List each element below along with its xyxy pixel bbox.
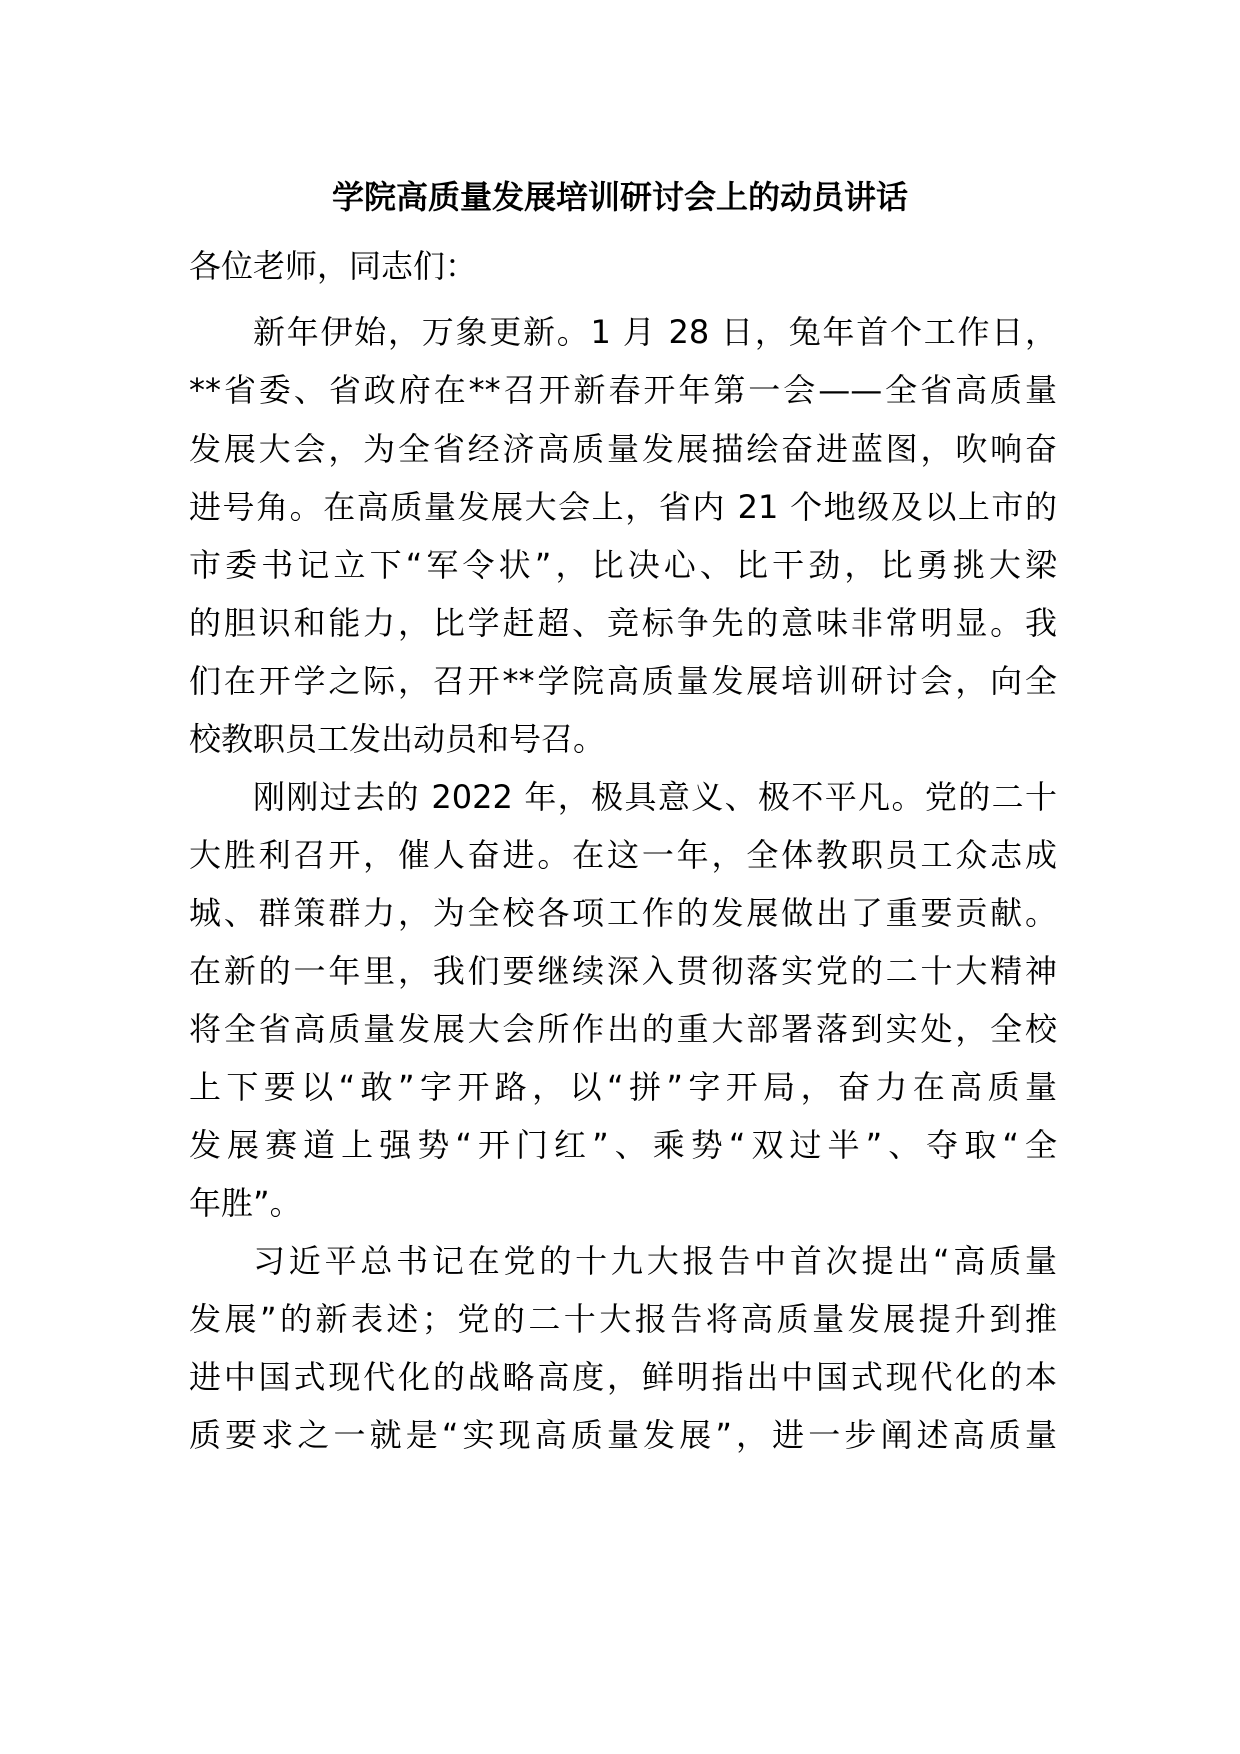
body-line: 进号角。在高质量发展大会上，省内 21 个地级及以上市的 bbox=[189, 488, 1057, 526]
body-line: 市委书记立下“军令状”，比决心、比干劲，比勇挑大梁 bbox=[189, 546, 1057, 584]
body-line: 们在开学之际，召开**学院高质量发展培训研讨会，向全 bbox=[189, 662, 1057, 700]
body-line: 上下要以“敢”字开路，以“拼”字开局，奋力在高质量 bbox=[189, 1068, 1057, 1106]
body-line: 城、群策群力，为全校各项工作的发展做出了重要贡献。 bbox=[189, 894, 1057, 932]
body-line: 新年伊始，万象更新。1 月 28 日，兔年首个工作日， bbox=[253, 313, 1057, 351]
body-line: 校教职员工发出动员和号召。 bbox=[189, 720, 606, 758]
body-line: 发展大会，为全省经济高质量发展描绘奋进蓝图，吹响奋 bbox=[189, 430, 1057, 468]
body-line: 在新的一年里，我们要继续深入贯彻落实党的二十大精神 bbox=[189, 952, 1057, 990]
body-line: 质要求之一就是“实现高质量发展”，进一步阐述高质量 bbox=[189, 1416, 1057, 1454]
body-line: 习近平总书记在党的十九大报告中首次提出“高质量 bbox=[253, 1242, 1057, 1280]
salutation-line: 各位老师，同志们： bbox=[189, 247, 478, 285]
body-line: 的胆识和能力，比学赶超、竞标争先的意味非常明显。我 bbox=[189, 604, 1057, 642]
body-line: 发展赛道上强势“开门红”、乘势“双过半”、夺取“全 bbox=[189, 1126, 1057, 1164]
document-title: 学院高质量发展培训研讨会上的动员讲话 bbox=[331, 178, 908, 216]
body-line: **省委、省政府在**召开新春开年第一会——全省高质量 bbox=[189, 371, 1057, 409]
body-line: 大胜利召开，催人奋进。在这一年，全体教职员工众志成 bbox=[189, 836, 1057, 874]
body-line: 发展”的新表述；党的二十大报告将高质量发展提升到推 bbox=[189, 1300, 1057, 1338]
body-line: 年胜”。 bbox=[189, 1184, 302, 1222]
body-line: 将全省高质量发展大会所作出的重大部署落到实处，全校 bbox=[189, 1010, 1057, 1048]
body-line: 进中国式现代化的战略高度，鲜明指出中国式现代化的本 bbox=[189, 1358, 1057, 1396]
body-line: 刚刚过去的 2022 年，极具意义、极不平凡。党的二十 bbox=[253, 778, 1057, 816]
